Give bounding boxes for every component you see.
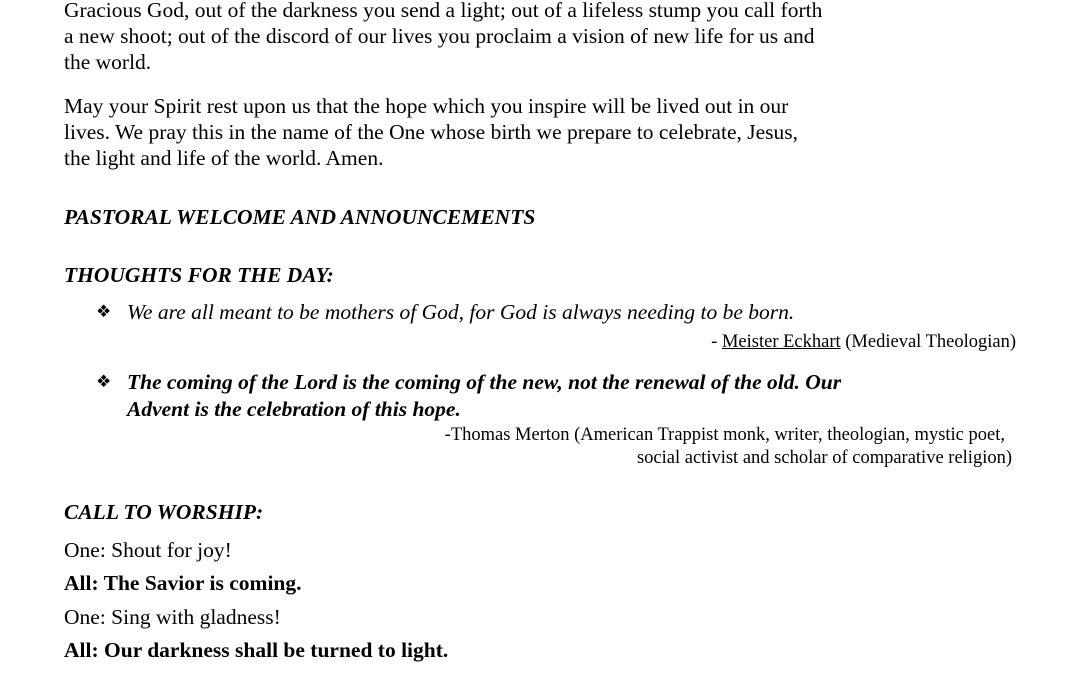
quote-1-text: We are all meant to be mothers of God, for God is always needing to be born.	[127, 300, 795, 324]
prayer-p2-line-1: May your Spirit rest upon us that the hope which you inspire will be lived out in our	[64, 94, 789, 118]
quote-2-author: -Thomas Merton (	[444, 425, 581, 445]
thoughts-heading: THOUGHTS FOR THE DAY:	[64, 263, 334, 287]
quote-2-line-1: The coming of the Lord is the coming of the new, not the renewal of the old. Our	[127, 370, 842, 394]
prayer-p2-line-2: lives. We pray this in the name of the One whose birth we prepare to celebrate, Jesus,	[64, 120, 799, 144]
quote-1-attribution	[711, 331, 1016, 353]
prayer-p1-line-2: a new shoot; out of the discord of our lives you proclaim a vision of new life for us and	[64, 24, 815, 48]
quote-2-author-role-2: social activist and scholar of comparative religion	[636, 448, 1006, 468]
bullet-icon: ❖	[96, 372, 112, 391]
quote-2-attribution-line-2	[637, 447, 1012, 469]
quote-2-line-2: Advent is the celebration of this hope.	[127, 397, 461, 421]
quote-2-close-paren: )	[1005, 448, 1012, 468]
litany-line-1: One: Shout for joy!	[64, 538, 232, 562]
litany-line-2: All: The Savior is coming.	[64, 571, 302, 595]
litany-line-4: All: Our darkness shall be turned to light.	[64, 638, 449, 662]
quote-2-author-role-1: American Trappist monk, writer, theologian, mystic poet,	[580, 425, 1005, 445]
quote-1-author: Meister Eckhart	[721, 332, 841, 352]
quote-1-author-role: (Medieval Theologian)	[840, 332, 1016, 352]
welcome-heading: PASTORAL WELCOME AND ANNOUNCEMENTS	[64, 205, 536, 229]
prayer-p1-line-3: the world.	[64, 50, 152, 74]
call-to-worship-heading: CALL TO WORSHIP:	[64, 500, 264, 524]
quote-2-attribution-line-1	[445, 424, 1005, 446]
attribution-dash: -	[711, 332, 722, 352]
bullet-icon: ❖	[96, 302, 112, 321]
prayer-p1-line-1: Gracious God, out of the darkness you send a light; out of a lifeless stump you call forth	[64, 0, 823, 22]
litany-line-3: One: Sing with gladness!	[64, 605, 281, 629]
prayer-p2-line-3: the light and life of the world. Amen.	[64, 146, 384, 170]
